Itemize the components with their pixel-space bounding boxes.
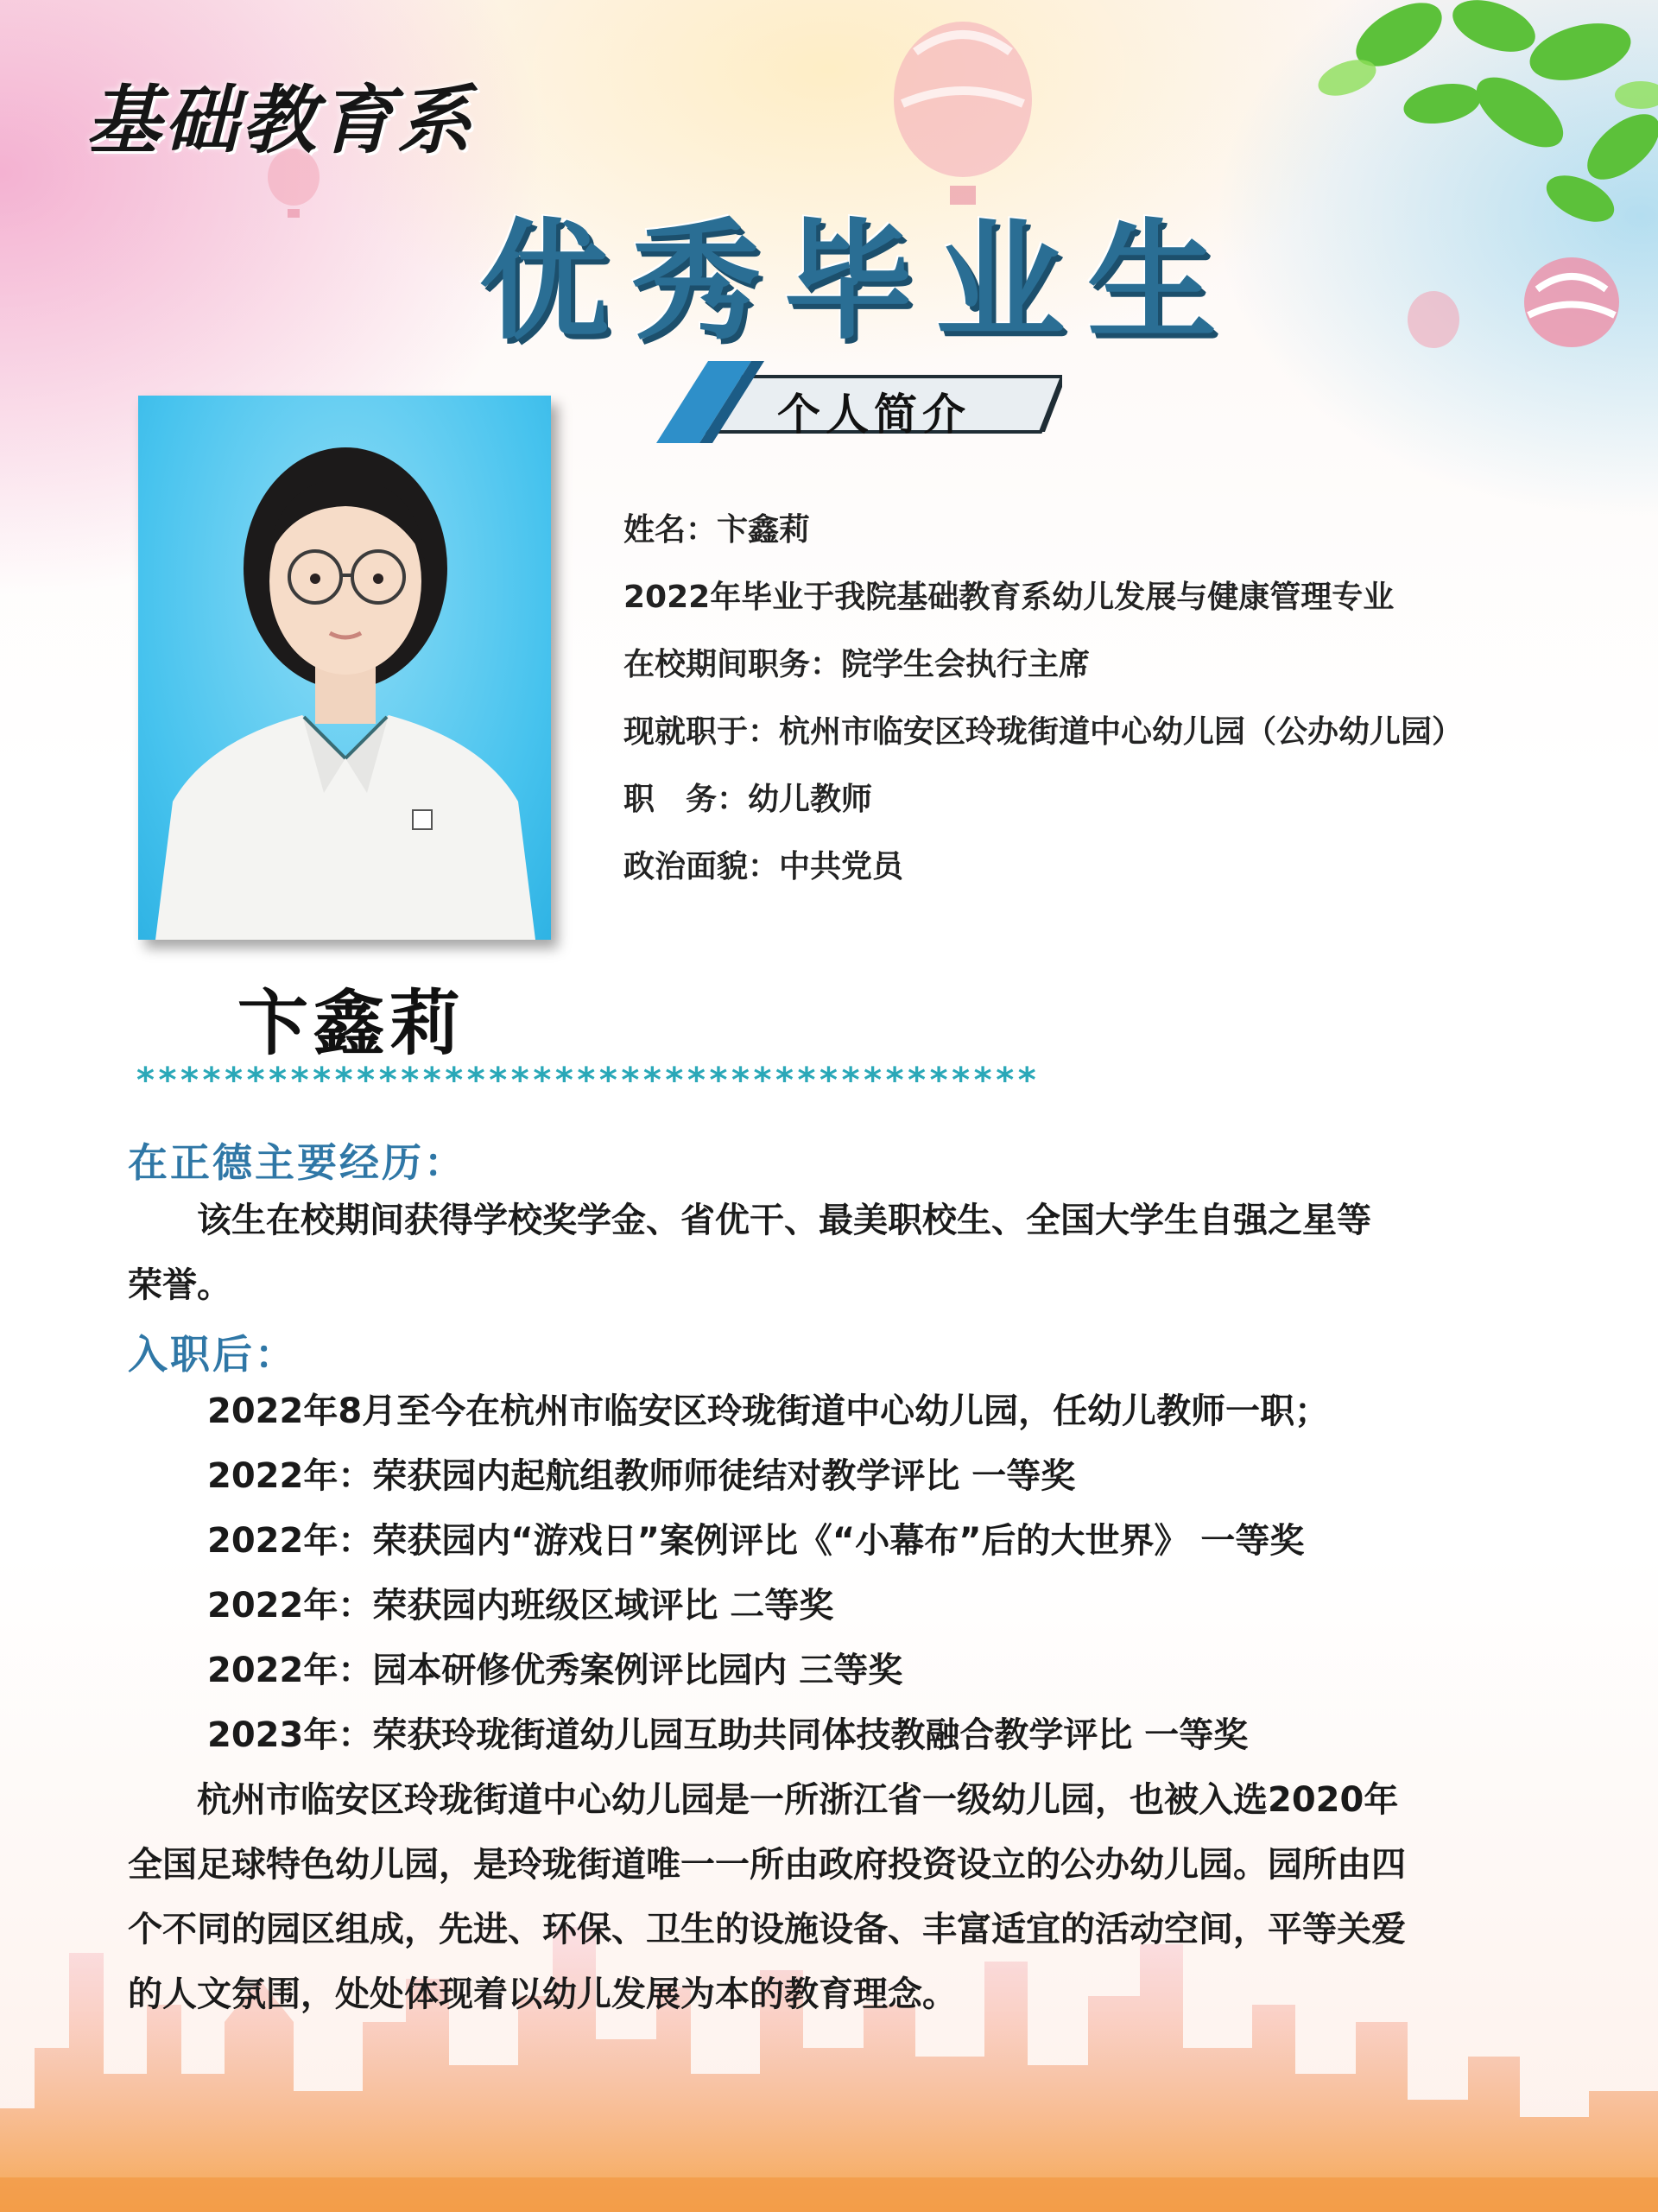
hot-air-balloon-decoration <box>1503 255 1632 367</box>
kindergarten-description <box>128 1768 1406 2027</box>
paragraph-line: 的人文氛围，处处体现着以幼儿发展为本的教育理念。 <box>128 1974 957 2014</box>
section-banner <box>656 361 1062 447</box>
list-item: 2022年：荣获园内班级区域评比 二等奖 <box>207 1586 834 1626</box>
school-experience-line-1: 该生在校期间获得学校奖学金、省优干、最美职校生、全国大学生自强之星等 <box>128 1201 1371 1240</box>
info-employer: 现就职于：杭州市临安区玲珑街道中心幼儿园（公办幼儿园） <box>623 714 1464 750</box>
paragraph-line: 全国足球特色幼儿园，是玲珑街道唯一一所由政府投资设立的公办幼儿园。园所由四 <box>128 1845 1406 1885</box>
list-item: 2022年：荣获园内起航组教师师徒结对教学评比 一等奖 <box>207 1456 1076 1496</box>
star-divider: ***************************************** <box>136 1061 1041 1100</box>
info-name: 姓名：卞鑫莉 <box>623 512 811 548</box>
after-employment-heading: 入职后： <box>128 1331 297 1378</box>
list-item: 2022年8月至今在杭州市临安区玲珑街道中心幼儿园，任幼儿教师一职； <box>207 1391 1330 1431</box>
list-item: 2022年：园本研修优秀案例评比园内 三等奖 <box>207 1651 903 1690</box>
paragraph-line: 个不同的园区组成，先进、环保、卫生的设施设备、丰富适宜的活动空间，平等关爱 <box>128 1910 1406 1949</box>
school-experience-heading: 在正德主要经历： <box>128 1139 466 1186</box>
portrait-illustration <box>138 396 551 940</box>
list-item: 2023年：荣获玲珑街道幼儿园互助共同体技教融合教学评比 一等奖 <box>207 1715 1249 1755</box>
after-employment-list <box>207 1379 1329 1768</box>
info-graduation: 2022年毕业于我院基础教育系幼儿发展与健康管理专业 <box>623 580 1395 615</box>
graduate-name-caption: 卞鑫莉 <box>237 983 466 1065</box>
hot-air-balloon-decoration <box>1399 289 1468 367</box>
profile-info <box>623 497 1463 901</box>
info-school-role: 在校期间职务：院学生会执行主席 <box>623 647 1091 682</box>
info-position: 职 务：幼儿教师 <box>623 782 873 817</box>
page-title: 优秀毕业生 <box>479 207 1240 358</box>
paragraph-line: 杭州市临安区玲珑街道中心幼儿园是一所浙江省一级幼儿园，也被入选2020年 <box>128 1780 1399 1820</box>
graduate-photo <box>138 396 551 940</box>
info-political-status: 政治面貌：中共党员 <box>623 849 904 884</box>
school-experience-line-2: 荣誉。 <box>128 1265 231 1305</box>
department-title: 基础教育系 <box>86 78 475 164</box>
leaves-decoration <box>1295 0 1658 242</box>
section-label: 个人简介 <box>777 390 971 440</box>
list-item: 2022年：荣获园内“游戏日”案例评比《“小幕布”后的大世界》 一等奖 <box>207 1521 1305 1561</box>
